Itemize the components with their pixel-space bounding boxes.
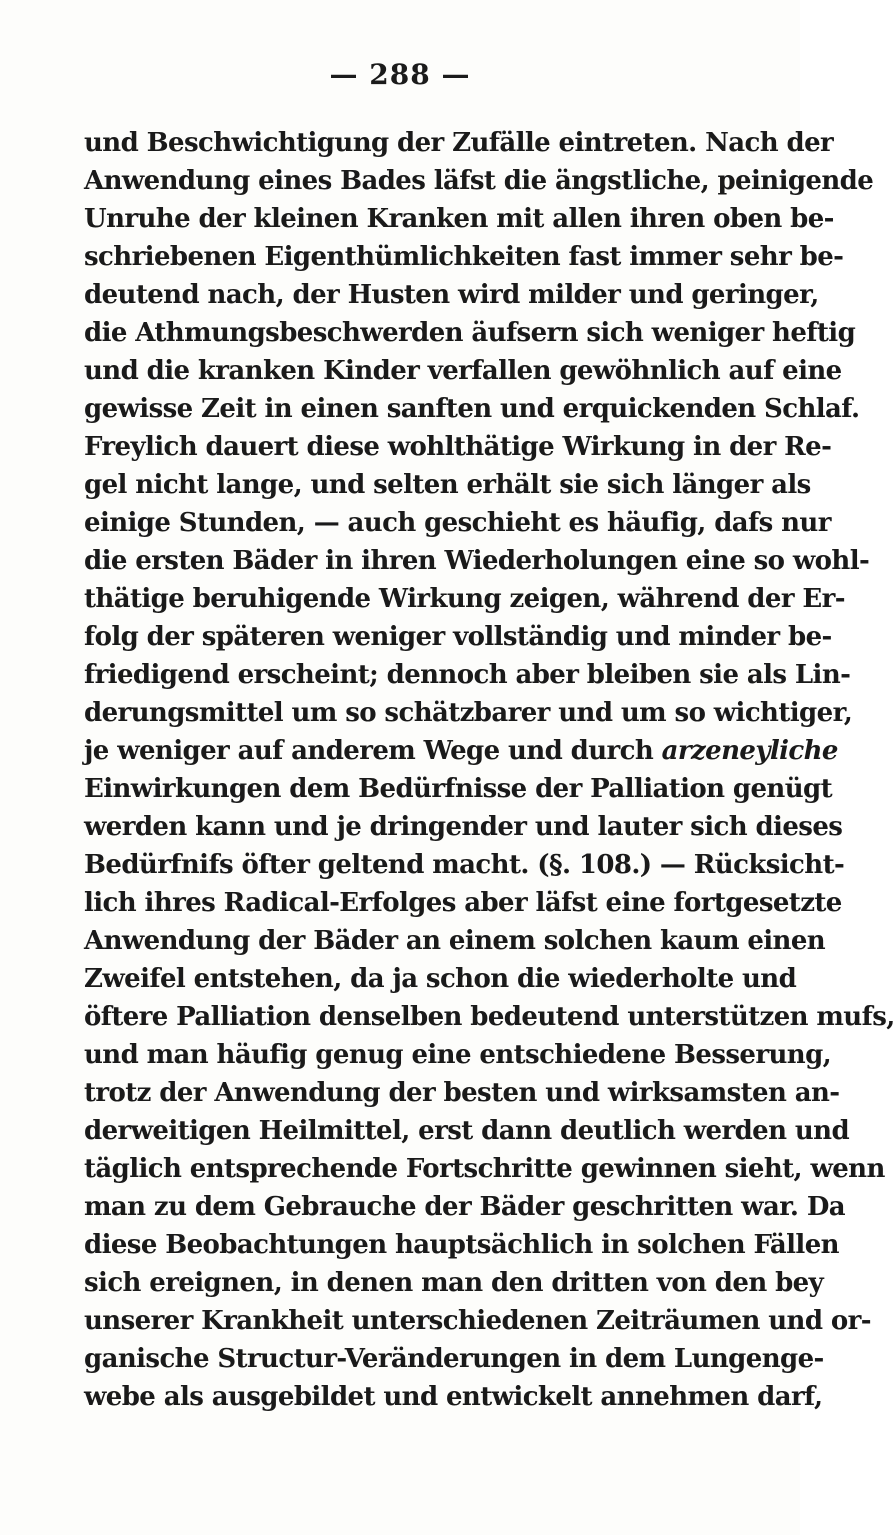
- text-line-24: öftere Palliation denselben bedeutend unterstützen mufs,: [84, 1002, 895, 1032]
- text-line-9: Freylich dauert diese wohlthätige Wirkung in der Re-: [84, 432, 832, 462]
- text-line-15: friedigend erscheint; dennoch aber bleiben sie als Lin-: [84, 660, 851, 690]
- text-line-18: Einwirkungen dem Bedürfnisse der Palliation genügt: [84, 774, 833, 804]
- text-line-8: gewisse Zeit in einen sanften und erquickenden Schlaf.: [84, 394, 860, 424]
- text-line-28: täglich entsprechende Fortschritte gewinnen sieht, wenn: [84, 1154, 885, 1184]
- text-line-6: die Athmungsbeschwerden äufsern sich weniger heftig: [84, 318, 856, 348]
- text-line-1: und Beschwichtigung der Zufälle eintreten. Nach der: [84, 128, 834, 158]
- text-line-14: folg der späteren weniger vollständig und minder be-: [84, 622, 832, 652]
- text-line-11: einige Stunden, — auch geschieht es häufig, dafs nur: [84, 508, 831, 538]
- text-line-12: die ersten Bäder in ihren Wiederholungen eine so wohl-: [84, 546, 870, 576]
- text-line-13: thätige beruhigende Wirkung zeigen, während der Er-: [84, 584, 845, 614]
- text-line-5: deutend nach, der Husten wird milder und geringer,: [84, 280, 819, 310]
- page-number-header: — 288 —: [329, 58, 471, 91]
- text-line-26: trotz der Anwendung der besten und wirksamsten an-: [84, 1078, 840, 1108]
- text-line-21: lich ihres Radical-Erfolges aber läfst eine fortgesetzte: [84, 888, 842, 918]
- text-line-17-roman: je weniger auf anderem Wege und durch: [84, 736, 662, 766]
- text-line-19: werden kann und je dringender und lauter sich dieses: [84, 812, 843, 842]
- text-line-25: und man häufig genug eine entschiedene Besserung,: [84, 1040, 832, 1070]
- text-line-3: Unruhe der kleinen Kranken mit allen ihren oben be-: [84, 204, 834, 234]
- text-line-34: webe als ausgebildet und entwickelt annehmen darf,: [84, 1382, 823, 1412]
- text-line-22: Anwendung der Bäder an einem solchen kaum einen: [84, 926, 826, 956]
- text-line-31: sich ereignen, in denen man den dritten von den bey: [84, 1268, 824, 1298]
- text-line-17-italic: arzeneyliche: [661, 736, 838, 766]
- text-line-2: Anwendung eines Bades läfst die ängstliche, peinigende: [84, 166, 874, 196]
- text-line-7: und die kranken Kinder verfallen gewöhnlich auf eine: [84, 356, 842, 386]
- text-line-33: ganische Structur-Veränderungen in dem Lungenge-: [84, 1344, 824, 1374]
- text-line-30: diese Beobachtungen hauptsächlich in solchen Fällen: [84, 1230, 839, 1260]
- text-line-20: Bedürfnifs öfter geltend macht. (§. 108.) — Rücksicht-: [84, 850, 845, 880]
- text-line-16: derungsmittel um so schätzbarer und um so wichtiger,: [84, 698, 853, 728]
- text-line-10: gel nicht lange, und selten erhält sie sich länger als: [84, 470, 811, 500]
- text-line-27: derweitigen Heilmittel, erst dann deutlich werden und: [84, 1116, 850, 1146]
- text-line-32: unserer Krankheit unterschiedenen Zeiträumen und or-: [84, 1306, 871, 1336]
- text-line-29: man zu dem Gebrauche der Bäder geschritten war. Da: [84, 1192, 846, 1222]
- text-line-23: Zweifel entstehen, da ja schon die wiederholte und: [84, 964, 797, 994]
- text-line-4: schriebenen Eigenthümlichkeiten fast immer sehr be-: [84, 242, 844, 272]
